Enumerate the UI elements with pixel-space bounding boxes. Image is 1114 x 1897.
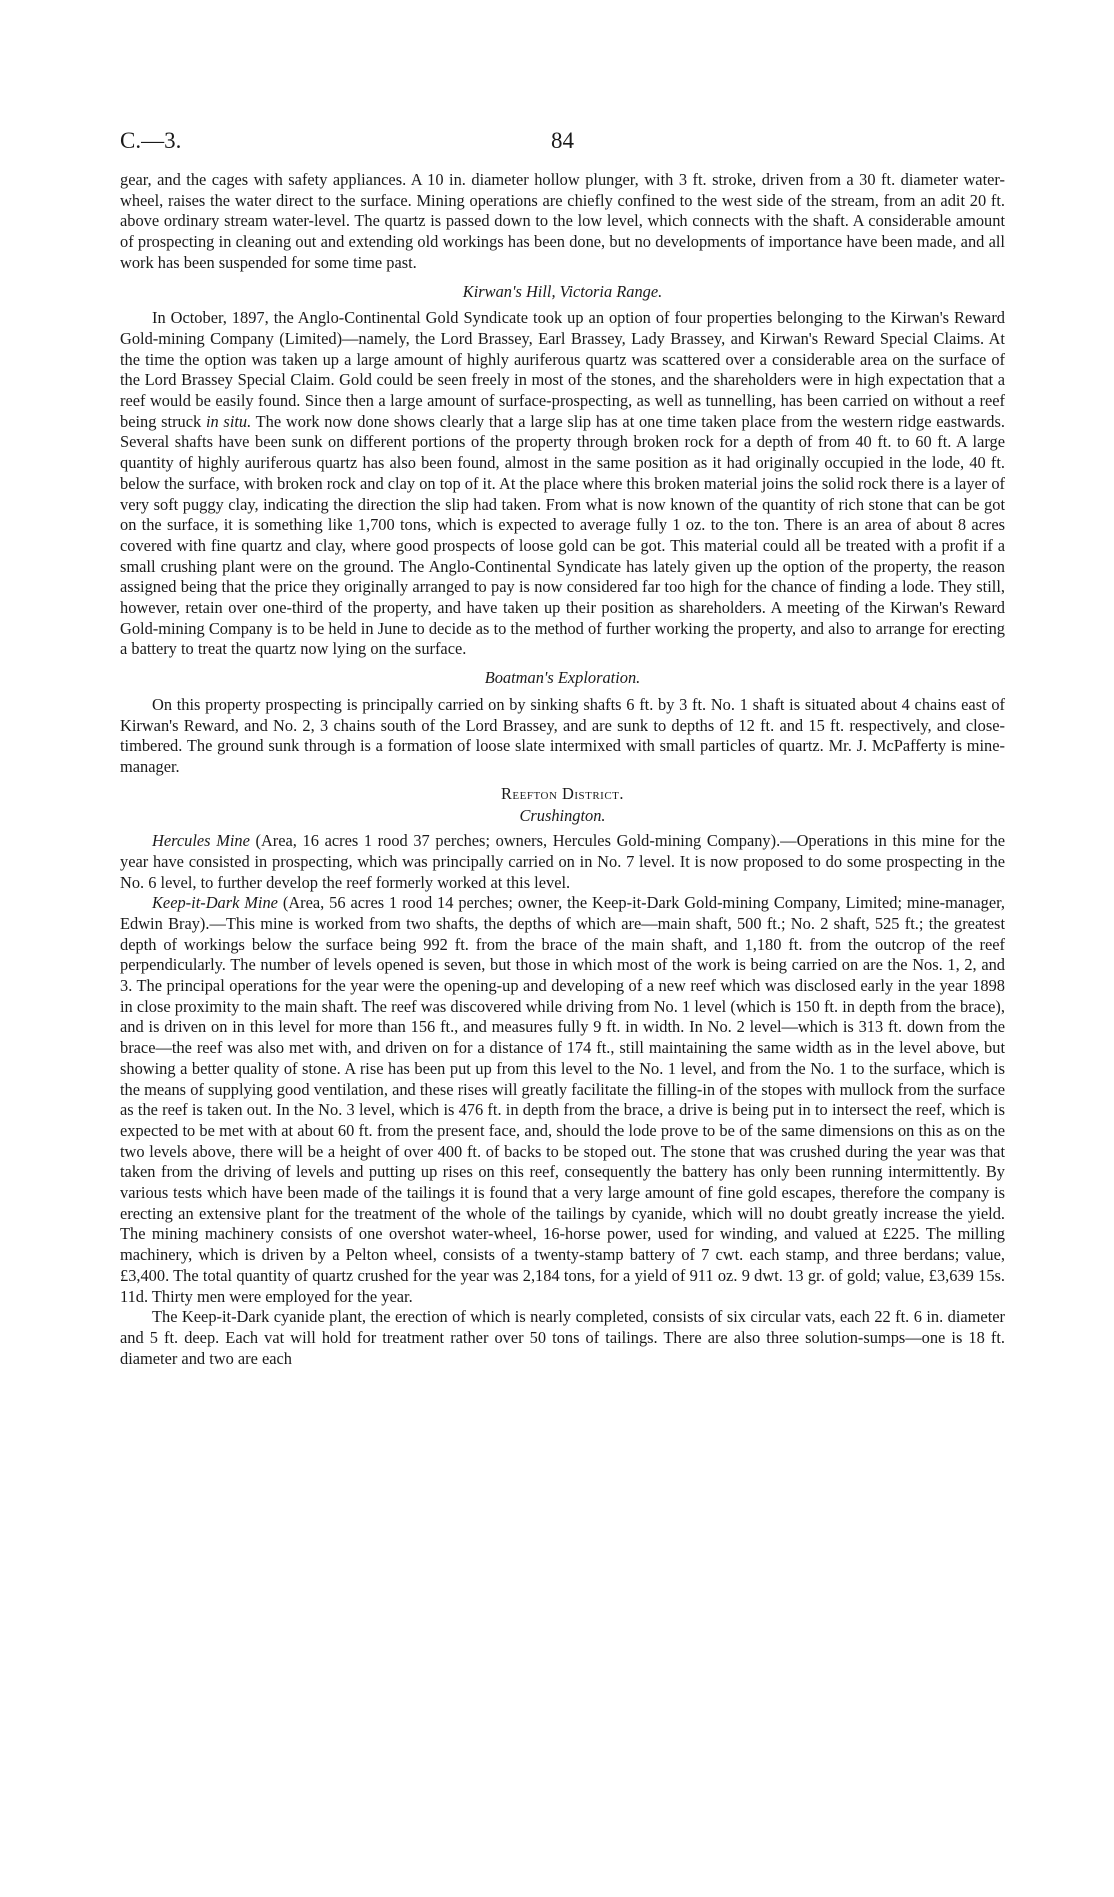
mine-name: Keep-it-Dark Mine — [152, 893, 278, 913]
document-reference: C.—3. — [120, 128, 182, 153]
page-number: 84 — [551, 128, 574, 153]
italic-term: in situ. — [205, 411, 252, 431]
paragraph-kirwans-hill — [120, 308, 1005, 660]
paragraph-boatmans-exploration: On this property prospecting is principally carried on by sinking shafts 6 ft. by 3 ft. No. 1 shaft is situated about 4 chains east of Kirwan's Reward, and No. 2, 3 chains south of the Lord Brassey, and are sunk to depths of 12 ft. and 15 ft. respectively, and close-timbered. The ground sunk through is a formation of loose slate intermixed with small particles of quartz. Mr. J. McPafferty is mine-manager. — [120, 694, 1005, 776]
subsection-heading-crushington: Crushington. — [519, 806, 606, 826]
mine-name: Hercules Mine — [152, 831, 250, 851]
paragraph-text: (Area, 56 acres 1 rood 14 perches; owner, the Keep-it-Dark Gold-mining Company, Limited; mine-manager, Edwin Bray).—This mine is worked from two shafts, the depths of which are—main shaft, 500 ft.; No. 2 shaft, 525 ft.; the greatest depth of workings below the surface being 992 ft. from the brace of the main shaft, and 1,180 ft. from the outcrop of the reef perpendicularly. The number of levels opened is seven, but those in which most of the work is being carried on are the Nos. 1, 2, and 3. The principal operations for the year were the opening-up and developing of a new reef which was disclosed early in the year 1898 in close proximity to the main shaft. The reef was discovered while driving from No. 1 level (which is 150 ft. in depth from the brace), and is driven on in this level for more than 156 ft., and measures fully 9 ft. in width. In No. 2 level—which is 313 ft. down from the brace—the reef was also met with, and driven on for a distance of 174 ft., still maintaining the same width as in the level above, but showing a better quality of stone. A rise has been put up from this level to the No. 1 level, and from the No. 1 to the surface, which is the means of supplying good ventilation, and these rises will greatly facilitate the filling-in of the stopes with mullock from the surface as the reef is taken out. In the No. 3 level, which is 476 ft. in depth from the brace, a drive is being put in to intersect the reef, which is expected to be met with at about 60 ft. from the present face, and, should the lode prove to be of the same dimensions on this as on the two levels above, there will be a height of over 400 ft. of backs to be stoped out. The stone that was crushed during the year was that taken from the driving of levels and putting up rises on this reef, consequently the battery has only been running intermittently. By various tests which have been made of the tailings it is found that a very large amount of fine gold escapes, therefore the company is erecting an extensive plant for the treatment of the whole of the tailings by cyanide, which will no doubt greatly increase the yield. The mining machinery consists of one overshot water-wheel, 16-horse power, used for winding, and valued at £225. The milling machinery, which is driven by a Pelton wheel, consists of a twenty-stamp battery of 7 cwt. each stamp, and three berdans; value, £3,400. The total quantity of quartz crushed for the year was 2,184 tons, for a yield of 911 oz. 9 dwt. 13 gr. of gold; value, £3,639 15s. 11d. Thirty men were employed for the year. — [120, 893, 1005, 1306]
paragraph-keep-it-dark-mine — [120, 893, 1005, 1307]
page-header — [120, 128, 1005, 158]
paragraph-text: The work now done shows clearly that a large slip has at one time taken place from the western ridge eastwards. Several shafts have been sunk on different portions of the property through broken rock for a depth of from 40 ft. to 60 ft. A large quantity of highly auriferous quartz has also been found, almost in the same position as it had originally occupied in the lode, 40 ft. below the surface, with broken rock and clay on top of it. At the place where this broken material joins the solid rock there is a layer of very soft puggy clay, indicating the direction the slip had taken. From what is now known of the quantity of rich stone that can be got on the surface, it is something like 1,700 tons, which is expected to average fully 1 oz. to the ton. There is an area of about 8 acres covered with fine quartz and clay, where good prospects of loose gold can be got. This material could all be treated with a profit if a small crushing plant were on the ground. The Anglo-Continental Syndicate has lately given up the option of the property, the reason assigned being that the price they originally arranged to pay is now considered far too high for the chance of finding a lode. They still, however, retain over one-third of the property, and have taken up their position as shareholders. A meeting of the Kirwan's Reward Gold-mining Company is to be held in June to decide as to the method of further working the property, and also to arrange for erecting a battery to treat the quartz now lying on the surface. — [120, 411, 1005, 659]
section-heading-reefton-district: Reefton District. — [501, 783, 624, 803]
paragraph-continuation: gear, and the cages with safety appliances. A 10 in. diameter hollow plunger, with 3 ft. stroke, driven from a 30 ft. diameter water-wheel, raises the water direct to the surface. Mining operations are chiefly confined to the west side of the stream, from an adit 20 ft. above ordinary stream water-level. The quartz is passed down to the low level, which connects with the shaft. A considerable amount of prospecting in cleaning out and extending old workings has been done, but no developments of importance have been made, and all work has been suspended for some time past. — [120, 170, 1005, 272]
page-body — [120, 170, 1005, 1369]
section-heading-boatmans-exploration: Boatman's Exploration. — [484, 668, 641, 688]
section-heading-kirwans-hill: Kirwan's Hill, Victoria Range. — [462, 281, 663, 301]
paragraph-text: (Area, 16 acres 1 rood 37 perches; owners, Hercules Gold-mining Company).—Operations in this mine for the year have consisted in prospecting, which was principally carried on in No. 7 level. It is now proposed to do some prospecting in the No. 6 level, to further develop the reef formerly worked at this level. — [120, 831, 1005, 892]
paragraph-text: In October, 1897, the Anglo-Continental Gold Syndicate took up an option of four properties belonging to the Kirwan's Reward Gold-mining Company (Limited)—namely, the Lord Brassey, Earl Brassey, Lady Brassey, and Kirwan's Reward Special Claims. At the time the option was taken up a large amount of highly auriferous quartz was scattered over a considerable area on the surface of the Lord Brassey Special Claim. Gold could be seen freely in most of the stones, and the shareholders were in high expectation that a reef would be easily found. Since then a large amount of surface-prospecting, as well as tunnelling, has been carried on without a reef being struck — [120, 308, 1005, 431]
paragraph-hercules-mine — [120, 831, 1005, 893]
paragraph-cyanide-plant: The Keep-it-Dark cyanide plant, the erection of which is nearly completed, consists of six circular vats, each 22 ft. 6 in. diameter and 5 ft. deep. Each vat will hold for treatment rather over 50 tons of tailings. There are also three solution-sumps—one is 18 ft. diameter and two are each — [120, 1307, 1005, 1368]
